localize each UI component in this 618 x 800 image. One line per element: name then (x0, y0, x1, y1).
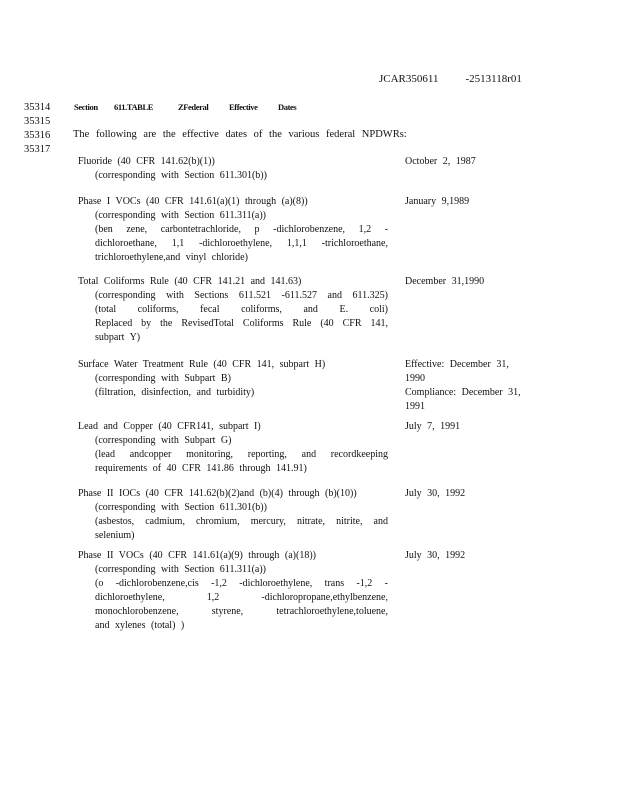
rule-name: Lead and Copper (40 CFR141, subpart I) (78, 421, 261, 432)
date-line: Effective: December 31, (405, 359, 509, 370)
rule-detail-line: (corresponding with Section 611.301(b)) (95, 502, 267, 513)
rule-detail-line: and xylenes (total) ) (95, 620, 185, 631)
rule-detail-line: dichloroethane, 1,1 -dichloroethylene, 1,1,1 -trichloroethane, (95, 238, 388, 249)
section-title-word: Dates (278, 102, 297, 112)
rule-effective-date (405, 549, 545, 563)
line-number: 35315 (24, 116, 51, 127)
rule-name: Total Coliforms Rule (40 CFR 141.21 and 141.63) (78, 276, 302, 287)
rule-detail-line: Replaced by the RevisedTotal Coliforms Rule (40 CFR 141, (95, 318, 388, 329)
rule-detail-line: (corresponding with Section 611.311(a)) (95, 564, 266, 575)
rule-detail-line: selenium) (95, 530, 135, 541)
document-id: JCAR350611 (379, 73, 439, 85)
rule-entry (78, 487, 388, 543)
rule-entry (78, 195, 388, 265)
rule-entry (78, 549, 388, 633)
rule-effective-date (405, 487, 545, 501)
rule-detail-line: (corresponding with Subpart G) (95, 435, 232, 446)
date-line: January 9,1989 (405, 196, 470, 207)
section-label: Section (74, 102, 98, 112)
rule-detail-line: trichloroethylene,and vinyl chloride) (95, 252, 248, 263)
line-numbers (24, 101, 50, 157)
line-number: 35314 (24, 102, 51, 113)
rule-name: Phase II IOCs (40 CFR 141.62(b)(2)and (b)(4) through (b)(10)) (78, 488, 357, 499)
rule-entry (78, 155, 388, 183)
rule-detail-line: (o -dichlorobenzene,cis -1,2 -dichloroethylene, trans -1,2 - (95, 578, 388, 589)
line-number: 35316 (24, 130, 51, 141)
section-title-word: Effective (229, 102, 258, 112)
rule-name: Surface Water Treatment Rule (40 CFR 141, subpart H) (78, 359, 326, 370)
rule-effective-date (405, 195, 545, 209)
date-line: December 31,1990 (405, 276, 485, 287)
section-number: 611.TABLE (114, 102, 153, 112)
date-line: July 7, 1991 (405, 421, 461, 432)
rule-detail-line: subpart Y) (95, 332, 141, 343)
date-line: July 30, 1992 (405, 550, 466, 561)
rule-name: Phase I VOCs (40 CFR 141.61(a)(1) through (a)(8)) (78, 196, 308, 207)
rule-detail-line: (corresponding with Section 611.301(b)) (95, 170, 267, 181)
rule-name: Phase II VOCs (40 CFR 141.61(a)(9) through (a)(18)) (78, 550, 317, 561)
rule-effective-date (405, 420, 545, 434)
rule-effective-date (405, 275, 545, 289)
rule-detail-line: (asbestos, cadmium, chromium, mercury, nitrate, nitrite, and (95, 516, 388, 527)
rule-entry (78, 275, 388, 345)
date-line: Compliance: December 31, (405, 387, 521, 398)
rule-effective-date (405, 155, 545, 169)
rule-detail-line: monochlorobenzene, styrene, tetrachloroethylene,toluene, (95, 606, 388, 617)
date-line: 1991 (405, 401, 425, 412)
rule-detail-line: (ben zene, carbontetrachloride, p -dichlorobenzene, 1,2 - (95, 224, 388, 235)
rule-detail-line: (corresponding with Sections 611.521 -611.527 and 611.325) (95, 290, 388, 301)
rule-detail-line: requirements of 40 CFR 141.86 through 141.91) (95, 463, 307, 474)
date-line: 1990 (405, 373, 425, 384)
rule-entry (78, 358, 388, 400)
rule-entry (78, 420, 388, 476)
document-number: -2513118r01 (465, 73, 522, 85)
rule-name: Fluoride (40 CFR 141.62(b)(1)) (78, 156, 215, 167)
rule-detail-line: dichloroethylene, 1,2 -dichloropropane,ethylbenzene, (95, 592, 388, 603)
intro-text: The following are the effective dates of the various federal NPDWRs: (73, 129, 407, 140)
section-title-word: ZFederal (178, 102, 209, 112)
rule-detail-line: (lead andcopper monitoring, reporting, and recordkeeping (95, 449, 388, 460)
rule-detail-line: (filtration, disinfection, and turbidity) (95, 387, 255, 398)
document-header (379, 73, 522, 85)
rule-detail-line: (corresponding with Section 611.311(a)) (95, 210, 266, 221)
rule-detail-line: (total coliforms, fecal coliforms, and E. coli) (95, 304, 388, 315)
date-line: July 30, 1992 (405, 488, 466, 499)
date-line: October 2, 1987 (405, 156, 476, 167)
line-number: 35317 (24, 144, 51, 155)
rule-effective-date (405, 358, 545, 414)
rule-detail-line: (corresponding with Subpart B) (95, 373, 231, 384)
